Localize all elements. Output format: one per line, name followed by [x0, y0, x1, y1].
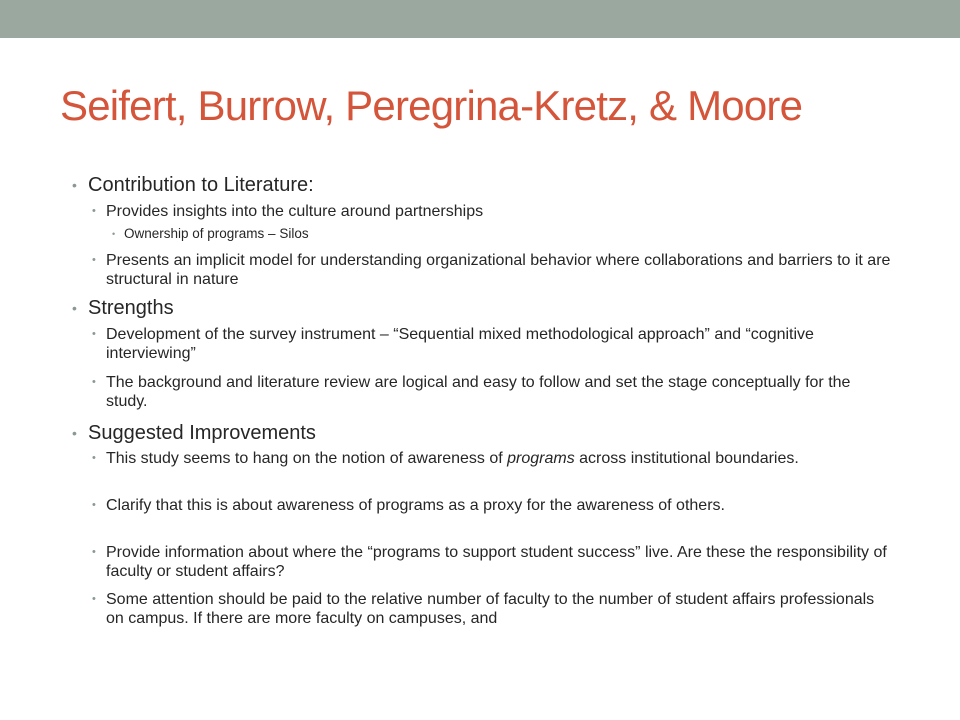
- bullet-text: Ownership of programs – Silos: [124, 226, 309, 241]
- bullet-contribution: [72, 173, 314, 197]
- bullet-contribution-item1-sub1: [112, 226, 309, 242]
- bullet-marker: •: [92, 546, 96, 558]
- bullet-improvements-item2: [92, 496, 896, 515]
- bullet-marker: •: [72, 425, 77, 441]
- bullet-text-pre: This study seems to hang on the notion of awareness of: [106, 450, 508, 467]
- bullet-marker: •: [72, 300, 77, 316]
- bullet-text: Some attention should be paid to the relative number of faculty to the number of student affairs professionals on campus. If there are more faculty on campuses, and: [106, 591, 875, 627]
- bullet-text: Development of the survey instrument – “Sequential mixed methodological approach” and “cognitive interviewing”: [106, 326, 814, 362]
- bullet-text: Presents an implicit model for understanding organizational behavior where collaborations and barriers to it are structural in nature: [106, 252, 891, 288]
- bullet-text: The background and literature review are logical and easy to follow and set the stage conceptually for the study.: [106, 374, 851, 410]
- bullet-marker: •: [92, 452, 96, 464]
- bullet-marker: •: [72, 177, 77, 193]
- bullet-strengths-item1: [92, 325, 896, 363]
- bullet-marker: •: [92, 499, 96, 511]
- bullet-contribution-item1: [92, 202, 896, 221]
- bullet-contribution-item2: [92, 251, 896, 289]
- bullet-strengths-item2: [92, 373, 896, 411]
- bullet-text: Clarify that this is about awareness of programs as a proxy for the awareness of others.: [106, 497, 725, 514]
- bullet-marker: •: [92, 205, 96, 217]
- top-accent-bar: [0, 0, 960, 38]
- bullet-text: Provides insights into the culture around partnerships: [106, 203, 484, 220]
- improvements-heading: Suggested Improvements: [88, 422, 316, 444]
- bullet-text: Provide information about where the “programs to support student success” live. Are these the responsibility of faculty or student affairs?: [106, 544, 887, 580]
- bullet-improvements-item1: [92, 449, 896, 468]
- bullet-improvements-item4: [92, 590, 896, 628]
- bullet-marker: •: [92, 593, 96, 605]
- bullet-improvements: [72, 421, 316, 445]
- bullet-text-emphasis: programs: [507, 450, 575, 467]
- bullet-marker: •: [112, 229, 116, 239]
- contribution-heading: Contribution to Literature:: [88, 174, 314, 196]
- bullet-marker: •: [92, 328, 96, 340]
- bullet-marker: •: [92, 254, 96, 266]
- slide-title: Seifert, Burrow, Peregrina-Kretz, & Moore: [60, 82, 803, 129]
- strengths-heading: Strengths: [88, 297, 174, 319]
- bullet-text-post: across institutional boundaries.: [574, 450, 799, 467]
- bullet-improvements-item3: [92, 543, 896, 581]
- bullet-strengths: [72, 296, 174, 320]
- bullet-marker: •: [92, 376, 96, 388]
